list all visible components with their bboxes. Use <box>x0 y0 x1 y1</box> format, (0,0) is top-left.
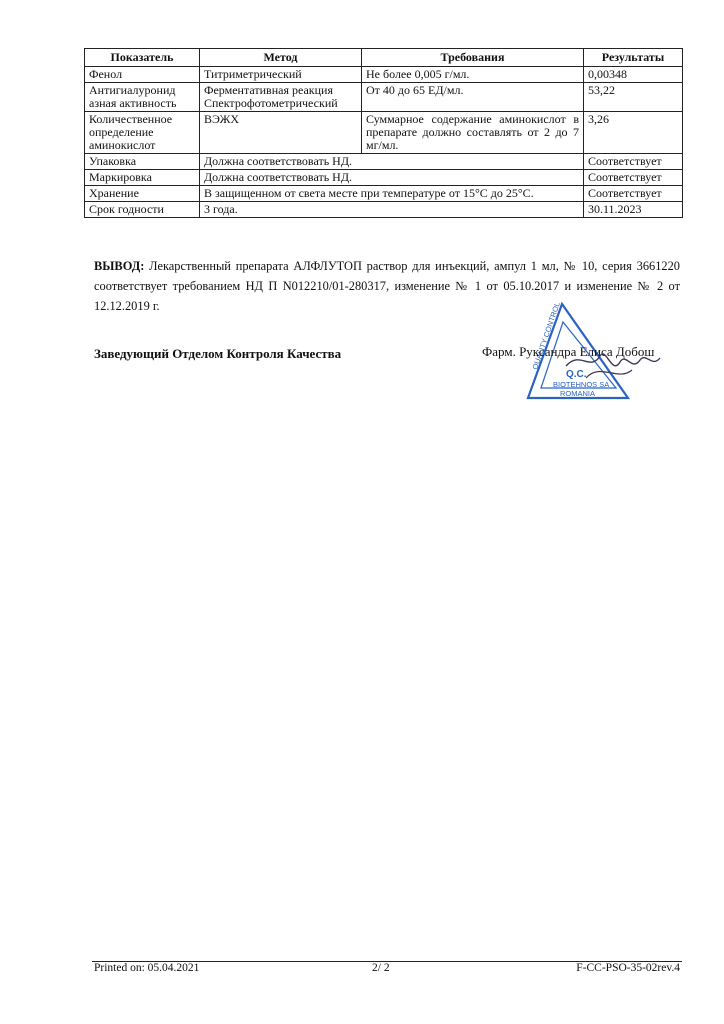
page-number: 2/ 2 <box>372 962 390 974</box>
row-indicator: Упаковка <box>85 154 200 170</box>
row-method-requirements: Должна соответствовать НД. <box>200 154 584 170</box>
row-result: Соответствует <box>584 170 683 186</box>
stamp-center-text: Q.C. <box>566 369 587 380</box>
header-indicator: Показатель <box>85 49 200 67</box>
row-result: Соответствует <box>584 154 683 170</box>
row-indicator: Маркировка <box>85 170 200 186</box>
row-method: Титриметрический <box>200 67 362 83</box>
row-result: 53,22 <box>584 83 683 112</box>
row-indicator: Хранение <box>85 186 200 202</box>
department-head-title: Заведующий Отделом Контроля Качества <box>94 346 342 361</box>
header-results: Результаты <box>584 49 683 67</box>
row-method-requirements: 3 года. <box>200 202 584 218</box>
handwritten-signature <box>560 332 680 392</box>
table-row <box>85 202 683 218</box>
table-row <box>85 112 683 154</box>
row-method: ВЭЖХ <box>200 112 362 154</box>
signer-name: Фарм. Руксандра Елиса Добош <box>482 344 655 359</box>
stamp-country: ROMANIA <box>560 389 596 398</box>
row-indicator: Фенол <box>85 67 200 83</box>
row-result: Соответствует <box>584 186 683 202</box>
row-result: 0,00348 <box>584 67 683 83</box>
row-result: 30.11.2023 <box>584 202 683 218</box>
printed-date: Printed on: 05.04.2021 <box>94 962 200 974</box>
row-requirements: Суммарное содержание аминокислот в препарате должно составлять от 2 до 7 мг/мл. <box>362 112 584 154</box>
row-indicator: Антигиалуронид азная активность <box>85 83 200 112</box>
table-row <box>85 154 683 170</box>
row-requirements: От 40 до 65 ЕД/мл. <box>362 83 584 112</box>
row-method-requirements: Должна соответствовать НД. <box>200 170 584 186</box>
row-method: Ферментативная реакция Спектрофотометрический <box>200 83 362 112</box>
table-header-row <box>85 49 683 67</box>
table-row <box>85 67 683 83</box>
header-method: Метод <box>200 49 362 67</box>
conclusion-label: ВЫВОД: <box>94 259 145 273</box>
quality-results-table <box>84 48 683 218</box>
header-requirements: Требования <box>362 49 584 67</box>
conclusion-text: Лекарственный препарата АЛФЛУТОП раствор для инъекций, ампул 1 мл, № 10, серия 3661220 соответствует требованием НД П N012210/01-280317, изменение № 1 от 05.10.2017 и изменение № 2 от 12.12.2019 г. <box>94 259 680 313</box>
row-method-requirements: В защищенном от света месте при температуре от 15°С до 25°С. <box>200 186 584 202</box>
row-requirements: Не более 0,005 г/мл. <box>362 67 584 83</box>
document-code: F-CC-PSO-35-02rev.4 <box>576 962 680 974</box>
stamp-top-text: QUALITY CONTROL <box>530 300 562 371</box>
stamp-company: BIOTEHNOS SA <box>553 380 610 389</box>
table-row <box>85 186 683 202</box>
row-result: 3,26 <box>584 112 683 154</box>
row-indicator: Срок годности <box>85 202 200 218</box>
table-row <box>85 83 683 112</box>
row-indicator: Количественное определение аминокислот <box>85 112 200 154</box>
table-row <box>85 170 683 186</box>
